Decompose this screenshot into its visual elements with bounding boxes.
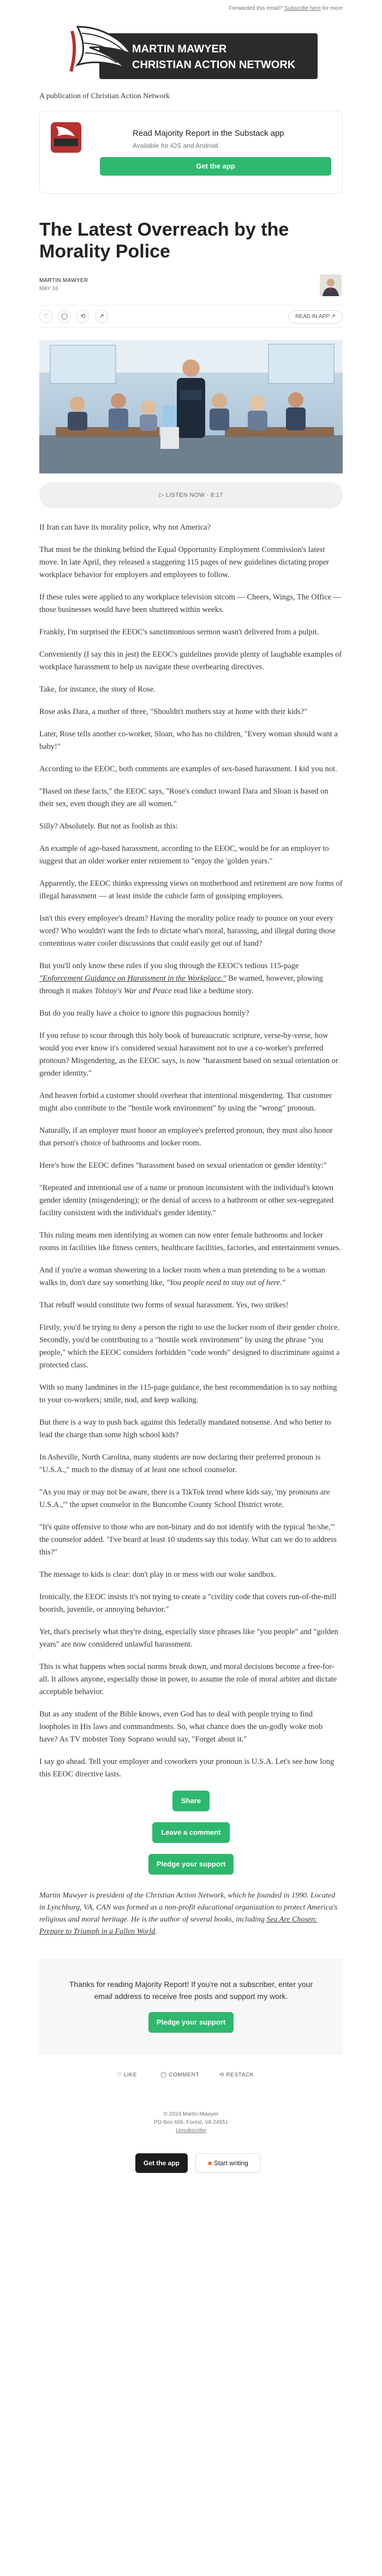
substack-icon: ■ — [208, 2159, 212, 2167]
wing-accent-stroke — [71, 31, 74, 71]
comment-button[interactable] — [160, 2072, 199, 2078]
guidance-link[interactable]: "Enforcement Guidance on Harassment in the Workplace." — [39, 974, 226, 983]
app-logo-icon — [51, 122, 81, 153]
paragraph: And heaven forbid a customer should overhear that intentional misgendering. That customer might also contribute to the "hostile work environment" by using the "wrong" pronoun. — [39, 1091, 332, 1113]
heart-icon: ♡ — [117, 2072, 122, 2078]
paragraph-text: But you'll only know these rules if you slog through the EEOC's tedious 115-page — [39, 962, 299, 970]
app-promo-card — [39, 111, 343, 194]
paragraph: Take, for instance, the story of Rose. — [39, 685, 156, 694]
paragraph-text: "You people need to stay out of here." — [166, 1278, 285, 1287]
listen-now-button[interactable] — [39, 482, 343, 508]
heart-icon[interactable]: ♡ — [39, 310, 52, 323]
subscribe-cta — [39, 1959, 343, 2055]
paragraph: Yet, that's precisely what they're doing, especially since phrases like "you people" and "golden years" are now considered unlawful harassment. — [39, 1628, 338, 1649]
logo-banner — [99, 33, 318, 79]
author-photo — [320, 274, 342, 296]
paragraph: I say go ahead. Tell your employer and coworkers your pronoun is U.S.A. Let's see how long this EEOC directive lasts. — [39, 1757, 335, 1779]
paragraph: Ironically, the EEOC insists it's not trying to create a "civility code that covers run-of-the-mill boorish, juvenile, or annoying behavior." — [39, 1593, 337, 1614]
byline — [39, 274, 343, 297]
publication-line: A publication of Christian Action Network — [39, 92, 170, 100]
bio-text: Martin Mawyer is president of the Christian Action Network, which he founded in 1990. Located in Lynchburg, VA, CAN was formed as a non-profit educational organization to protect America's religious and moral heritage. He is the author of several books, including — [39, 1892, 338, 1924]
publication-logo[interactable] — [39, 21, 343, 87]
paragraph: In Asheville, North Carolina, many students are now declaring their preferred pronoun is "U.S.A.," much to the dismay of at least one school counselor. — [39, 1453, 321, 1474]
book-link[interactable]: Sea Are Chosen: Prepare to Triumph in a Fallen World — [39, 1916, 318, 1936]
paragraph: That must be the thinking behind the Equal Opportunity Employment Commission's latest move. In late April, they released a staggering 115 pages of new guidelines dictating proper workplace behavior for employers and employees to follow. — [39, 545, 329, 579]
get-app-button[interactable]: Get the app — [100, 157, 331, 176]
logo-graphic — [39, 21, 343, 87]
paragraph: Isn't this every employee's dream? Having the morality police ready to pounce on your every word? Who wouldn't want the feds to dictate what's moral, harassing, and illegal during those contentious water cooler discussions that could easily get out of hand? — [39, 914, 336, 948]
paragraph: Frankly, I'm surprised the EEOC's sanctimonious sermon wasn't delivered from a pulpit. — [39, 628, 319, 637]
paragraph: That rebuff would constitute two forms of sexual harassment. Yes, two strikes! — [39, 1301, 289, 1310]
paragraph: An example of age-based harassment, according to the EEOC, would be for an employer to suggest that an older worker enter retirement to "enjoy the 'golden years." — [39, 844, 329, 866]
avatar[interactable] — [320, 274, 342, 296]
restack-button[interactable] — [219, 2072, 254, 2078]
start-writing-label: Start writing — [213, 2159, 248, 2167]
paragraph: But there is a way to push back against this federally mandated nonsense. And who better to lead the charge than some high school kids? — [39, 1418, 331, 1439]
paragraph: Later, Rose tells another co-worker, Sloan, who has no children, "Every woman should want a baby!" — [39, 730, 338, 751]
restack-label: RESTACK — [226, 2072, 254, 2078]
forwarded-suffix: for more — [322, 5, 343, 11]
paragraph: This is what happens when social norms break down, and moral decisions become a free-for-all. It allows anyone, especially those in power, to assume the role of moral arbiter and dictate acceptable behavior. — [39, 1662, 337, 1696]
comment-button-row — [39, 1822, 343, 1843]
cta-pledge-button[interactable]: Pledge your support — [148, 2012, 234, 2033]
post-action-bar — [39, 305, 343, 328]
footer-address: PO Box 606, Forest, VA 24551 — [153, 2119, 228, 2125]
paragraph: According to the EEOC, both comments are examples of sex-based harassment. I kid you not. — [39, 765, 337, 773]
pledge-support-button[interactable]: Pledge your support — [148, 1854, 234, 1875]
article-body — [39, 521, 343, 1781]
paragraph: The message to kids is clear: don't play in or mess with our woke sandbox. — [39, 1570, 276, 1579]
comment-icon: ◯ — [160, 2072, 167, 2078]
share-button-row — [39, 1791, 343, 1811]
paragraph: "Repeated and intentional use of a name or pronoun inconsistent with the individual's known gender identity (misgendering); or the denial of access to a bathroom or other sex-segregated facility consistent with the individual's gender identity." — [39, 1184, 334, 1217]
footer-get-app-button[interactable]: Get the app — [135, 2153, 188, 2173]
comment-label: COMMENT — [169, 2072, 200, 2078]
footer-app-row — [39, 2153, 343, 2181]
paragraph: If these rules were applied to any workplace television sitcom — Cheers, Wings, The Office —those businesses would have been shuttered within weeks. — [39, 593, 342, 614]
listen-label: LISTEN NOW · 8:17 — [165, 492, 223, 499]
bio-text-end: . — [155, 1928, 157, 1936]
paragraph: Naturally, if an employer must honor an employee's preferred pronoun, they must also honor that person's choice of bathrooms and locker room. — [39, 1126, 333, 1148]
paragraph — [39, 1264, 343, 1289]
read-in-app-button[interactable] — [288, 310, 343, 323]
share-button[interactable]: Share — [172, 1791, 210, 1811]
paragraph — [39, 960, 343, 998]
pledge-button-row — [39, 1854, 343, 1875]
external-link-icon: ↗ — [331, 314, 336, 320]
like-label: LIKE — [123, 2072, 138, 2078]
cta-text: Thanks for reading Majority Report! If you're not a subscriber, enter your email address to receive free posts and support my work. — [69, 1980, 313, 2001]
footer-copyright: © 2024 Martin Mawyer — [163, 2111, 219, 2117]
share-icon[interactable]: ↗ — [95, 310, 108, 323]
reaction-row — [39, 2067, 343, 2088]
paragraph: If you refuse to scour through this holy book of bureaucratic scripture, verse-by-verse, how would you ever know it's considered sexual harassment not to use a co-worker's preferred pronoun? Misgendering, as the EEOC says, is now "harassment based on sexual orientation or gender identity." — [39, 1031, 338, 1078]
paragraph-text: Tolstoy's War and Peace — [94, 987, 172, 995]
hero-illustration — [39, 340, 343, 473]
post-date: MAY 16 — [39, 286, 58, 292]
forwarded-text: Forwarded this email? — [229, 5, 283, 11]
paragraph: If Iran can have its morality police, why not America? — [39, 523, 211, 532]
restack-icon[interactable]: ⟲ — [76, 310, 89, 323]
app-promo-title: Read Majority Report in the Substack app — [133, 129, 284, 138]
app-icon — [51, 122, 81, 153]
logo-line-1: MARTIN MAWYER — [132, 43, 227, 55]
footer — [39, 2110, 343, 2135]
paragraph: But do you really have a choice to ignore this pugnacious homily? — [39, 1009, 249, 1018]
app-promo-subtitle: Available for iOS and Android — [133, 142, 218, 149]
paragraph: Firstly, you'd be trying to deny a person the right to use the locker room of their gender choice. Secondly, you'd be contributing to a "hostile work environment" by using the phrase "you people," which the EEOC considers forbidden "code words" designed to discriminate against a protected class. — [39, 1323, 340, 1370]
paragraph-text: And if you're a woman showering in a locker room when a man pretending to be a woman walks in, don't dare say something like, — [39, 1266, 326, 1287]
leave-comment-button[interactable]: Leave a comment — [152, 1822, 230, 1843]
paragraph: Conveniently (I say this in jest) the EEOC's guidelines provide plenty of laughable examples of workplace harassment to help us navigate these overbearing directives. — [39, 650, 342, 671]
paragraph-text: read like a bedtime story. — [174, 987, 254, 995]
paragraph: Silly? Absolutely. But not as foolish as this: — [39, 822, 178, 831]
read-in-app-label: READ IN APP — [295, 314, 330, 320]
start-writing-button[interactable] — [195, 2153, 261, 2173]
paragraph: Apparently, the EEOC thinks expressing views on motherhood and retirement are now forms of illegal harassment — at least inside the cubicle farm of gossiping employees. — [39, 879, 343, 900]
restack-icon: ⟲ — [219, 2072, 224, 2078]
paragraph: Rose asks Dara, a mother of three, "Shouldn't mothers stay at home with their kids?" — [39, 707, 308, 716]
paragraph: Here's how the EEOC defines "harassment based on sexual orientation or gender identity:" — [39, 1161, 327, 1170]
comment-icon[interactable]: ◯ — [58, 310, 71, 323]
hero-image[interactable] — [39, 340, 343, 473]
like-button[interactable] — [117, 2072, 137, 2078]
paragraph: But as any student of the Bible knows, even God has to deal with people trying to find loopholes in His laws and commandments. So, what chance does the un-godly woke mob have? As TV mobster Tony Soprano would say, "Forget about it." — [39, 1710, 323, 1744]
logo-line-2: CHRISTIAN ACTION NETWORK — [132, 59, 296, 71]
paragraph: With so many landmines in the 115-page guidance, the best recommendation is to say nothing to your co-workers; smile, nod, and keep walking. — [39, 1383, 337, 1404]
forwarded-note — [39, 0, 343, 11]
paragraph: "It's quite offensive to those who are non-binary and do not identify with the typical 'he/she,'" the counselor added. "I've heard at least 10 students say this today. What can we do to address this?" — [39, 1523, 337, 1557]
paragraph: "Based on these facts," the EEOC says, "Rose's conduct toward Dara and Sloan is based on their sex, even though they are all women." — [39, 787, 329, 808]
paragraph: This ruling means men identifying as women can now enter female bathrooms and locker rooms in facilities like fitness centers, healthcare facilities, factories, and entertainment venues. — [39, 1231, 341, 1252]
article-title[interactable]: The Latest Overreach by the Morality Police — [39, 219, 289, 262]
unsubscribe-link[interactable]: Unsubscribe — [176, 2128, 206, 2134]
paragraph-text: Be warned, however, plowing through it makes — [39, 974, 323, 995]
author-bio — [39, 1890, 343, 1938]
play-icon: ▷ — [159, 492, 164, 499]
paragraph: "As you may or may not be aware, there is a TikTok trend where kids say, 'my pronouns are U.S.A.,'" the upset counselor in the Buncombe County School District wrote. — [39, 1488, 330, 1509]
email-container — [39, 0, 343, 2181]
subscribe-link[interactable]: Subscribe here — [284, 5, 321, 11]
author-name[interactable]: MARTIN MAWYER — [39, 278, 88, 284]
cta-button-row — [61, 2012, 321, 2033]
